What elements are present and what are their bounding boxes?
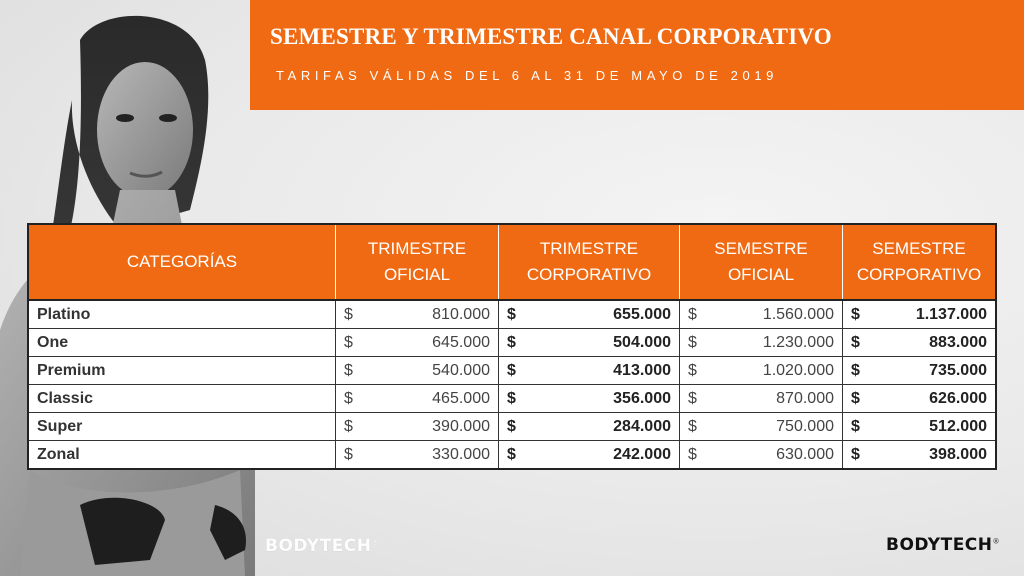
price-value: 512.000	[929, 417, 987, 435]
header-trimestre-corporativo: TRIMESTRE CORPORATIVO	[499, 224, 680, 300]
currency-symbol: $	[688, 305, 697, 323]
price-value: 413.000	[613, 361, 671, 379]
price-value: 465.000	[432, 389, 490, 407]
price-value: 330.000	[432, 445, 490, 463]
price-cell	[843, 385, 997, 413]
price-value: 1.560.000	[762, 305, 834, 323]
currency-symbol: $	[688, 333, 697, 351]
price-value: 540.000	[432, 361, 490, 379]
currency-symbol: $	[851, 361, 860, 379]
table-row	[28, 385, 996, 413]
price-value: 645.000	[432, 333, 490, 351]
table-row	[28, 300, 996, 329]
price-value: 630.000	[776, 445, 834, 463]
price-value: 883.000	[929, 333, 987, 351]
price-cell	[336, 441, 499, 470]
price-value: 242.000	[613, 445, 671, 463]
currency-symbol: $	[688, 417, 697, 435]
table-row	[28, 441, 996, 470]
price-value: 870.000	[776, 389, 834, 407]
currency-symbol: $	[851, 445, 860, 463]
price-cell	[843, 441, 997, 470]
table-row	[28, 329, 996, 357]
price-cell	[499, 300, 680, 329]
price-cell	[680, 357, 843, 385]
price-value: 356.000	[613, 389, 671, 407]
price-value: 735.000	[929, 361, 987, 379]
currency-symbol: $	[507, 333, 516, 351]
price-value: 1.230.000	[762, 333, 834, 351]
price-value: 655.000	[613, 305, 671, 323]
currency-symbol: $	[851, 417, 860, 435]
price-cell	[336, 385, 499, 413]
currency-symbol: $	[344, 305, 353, 323]
price-cell	[843, 329, 997, 357]
bodytech-logo-faded: BODYTECH®	[265, 536, 380, 556]
price-value: 1.020.000	[762, 361, 834, 379]
price-cell	[499, 441, 680, 470]
category-cell: Super	[28, 413, 336, 441]
price-cell	[680, 441, 843, 470]
price-cell	[499, 413, 680, 441]
price-value: 390.000	[432, 417, 490, 435]
price-value: 810.000	[432, 305, 490, 323]
currency-symbol: $	[688, 445, 697, 463]
currency-symbol: $	[344, 333, 353, 351]
table-row	[28, 413, 996, 441]
header-categorias: CATEGORÍAS	[28, 224, 336, 300]
price-cell	[680, 385, 843, 413]
currency-symbol: $	[507, 445, 516, 463]
category-cell: Zonal	[28, 441, 336, 470]
header-semestre-oficial: SEMESTRE OFICIAL	[680, 224, 843, 300]
price-value: 626.000	[929, 389, 987, 407]
price-cell	[680, 413, 843, 441]
currency-symbol: $	[688, 361, 697, 379]
price-cell	[336, 329, 499, 357]
currency-symbol: $	[851, 305, 860, 323]
table-header-row	[28, 224, 996, 300]
price-cell	[336, 300, 499, 329]
price-cell	[843, 300, 997, 329]
header-banner	[250, 0, 1024, 110]
currency-symbol: $	[851, 389, 860, 407]
rates-table	[27, 223, 997, 470]
price-cell	[499, 329, 680, 357]
currency-symbol: $	[344, 389, 353, 407]
category-cell: Premium	[28, 357, 336, 385]
price-cell	[336, 357, 499, 385]
header-trimestre-oficial: TRIMESTRE OFICIAL	[336, 224, 499, 300]
price-value: 750.000	[776, 417, 834, 435]
currency-symbol: $	[507, 305, 516, 323]
currency-symbol: $	[344, 445, 353, 463]
price-value: 1.137.000	[915, 305, 987, 323]
price-cell	[336, 413, 499, 441]
price-cell	[680, 329, 843, 357]
price-cell	[499, 357, 680, 385]
currency-symbol: $	[507, 389, 516, 407]
page-title: SEMESTRE Y TRIMESTRE CANAL CORPORATIVO	[270, 24, 832, 49]
price-value: 284.000	[613, 417, 671, 435]
currency-symbol: $	[507, 361, 516, 379]
currency-symbol: $	[344, 361, 353, 379]
price-value: 398.000	[929, 445, 987, 463]
currency-symbol: $	[688, 389, 697, 407]
category-cell: Platino	[28, 300, 336, 329]
currency-symbol: $	[344, 417, 353, 435]
price-cell	[499, 385, 680, 413]
category-cell: One	[28, 329, 336, 357]
price-cell	[680, 300, 843, 329]
bodytech-logo: BODYTECH®	[886, 535, 1001, 555]
table-row	[28, 357, 996, 385]
price-cell	[843, 357, 997, 385]
price-cell	[843, 413, 997, 441]
price-value: 504.000	[613, 333, 671, 351]
currency-symbol: $	[507, 417, 516, 435]
category-cell: Classic	[28, 385, 336, 413]
currency-symbol: $	[851, 333, 860, 351]
page-subtitle: TARIFAS VÁLIDAS DEL 6 AL 31 DE MAYO DE 2019	[276, 68, 778, 83]
header-semestre-corporativo: SEMESTRE CORPORATIVO	[843, 224, 997, 300]
